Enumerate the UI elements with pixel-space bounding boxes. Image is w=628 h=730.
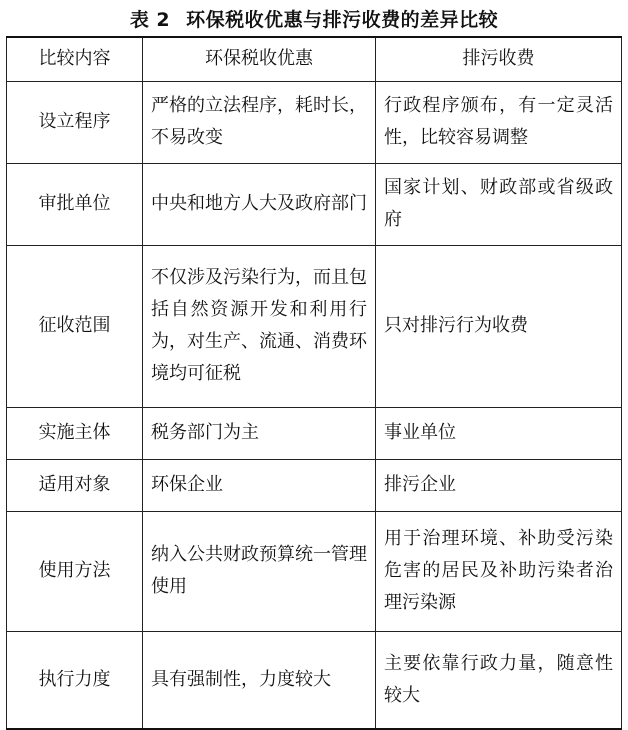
table-caption bbox=[0, 0, 628, 36]
row-label: 征收范围 bbox=[7, 245, 143, 407]
table-number: 表 2 bbox=[129, 8, 171, 31]
table-row bbox=[7, 407, 622, 459]
table-row bbox=[7, 459, 622, 511]
pollution-fee-cell: 用于治理环境、补助受污染危害的居民及补助污染者治理污染源 bbox=[376, 511, 622, 631]
tax-incentive-cell: 中央和地方人大及政府部门 bbox=[143, 163, 376, 245]
pollution-fee-cell: 排污企业 bbox=[376, 459, 622, 511]
pollution-fee-cell: 事业单位 bbox=[376, 407, 622, 459]
row-label: 执行力度 bbox=[7, 631, 143, 729]
table-header-row bbox=[7, 37, 622, 81]
table-row bbox=[7, 631, 622, 729]
header-tax-incentive: 环保税收优惠 bbox=[143, 37, 376, 81]
tax-incentive-cell: 纳入公共财政预算统一管理使用 bbox=[143, 511, 376, 631]
table-row bbox=[7, 81, 622, 163]
table-title: 环保税收优惠与排污收费的差异比较 bbox=[186, 8, 499, 31]
header-pollution-fee: 排污收费 bbox=[376, 37, 622, 81]
pollution-fee-cell: 只对排污行为收费 bbox=[376, 245, 622, 407]
table-row bbox=[7, 163, 622, 245]
comparison-table bbox=[6, 36, 622, 730]
pollution-fee-cell: 主要依靠行政力量，随意性较大 bbox=[376, 631, 622, 729]
table-row bbox=[7, 511, 622, 631]
row-label: 适用对象 bbox=[7, 459, 143, 511]
tax-incentive-cell: 严格的立法程序，耗时长，不易改变 bbox=[143, 81, 376, 163]
tax-incentive-cell: 环保企业 bbox=[143, 459, 376, 511]
tax-incentive-cell: 具有强制性，力度较大 bbox=[143, 631, 376, 729]
table-row bbox=[7, 245, 622, 407]
row-label: 设立程序 bbox=[7, 81, 143, 163]
row-label: 使用方法 bbox=[7, 511, 143, 631]
row-label: 实施主体 bbox=[7, 407, 143, 459]
tax-incentive-cell: 税务部门为主 bbox=[143, 407, 376, 459]
row-label: 审批单位 bbox=[7, 163, 143, 245]
pollution-fee-cell: 国家计划、财政部或省级政府 bbox=[376, 163, 622, 245]
tax-incentive-cell: 不仅涉及污染行为，而且包括自然资源开发和利用行为，对生产、流通、消费环境均可征税 bbox=[143, 245, 376, 407]
pollution-fee-cell: 行政程序颁布，有一定灵活性，比较容易调整 bbox=[376, 81, 622, 163]
header-comparison-item: 比较内容 bbox=[7, 37, 143, 81]
